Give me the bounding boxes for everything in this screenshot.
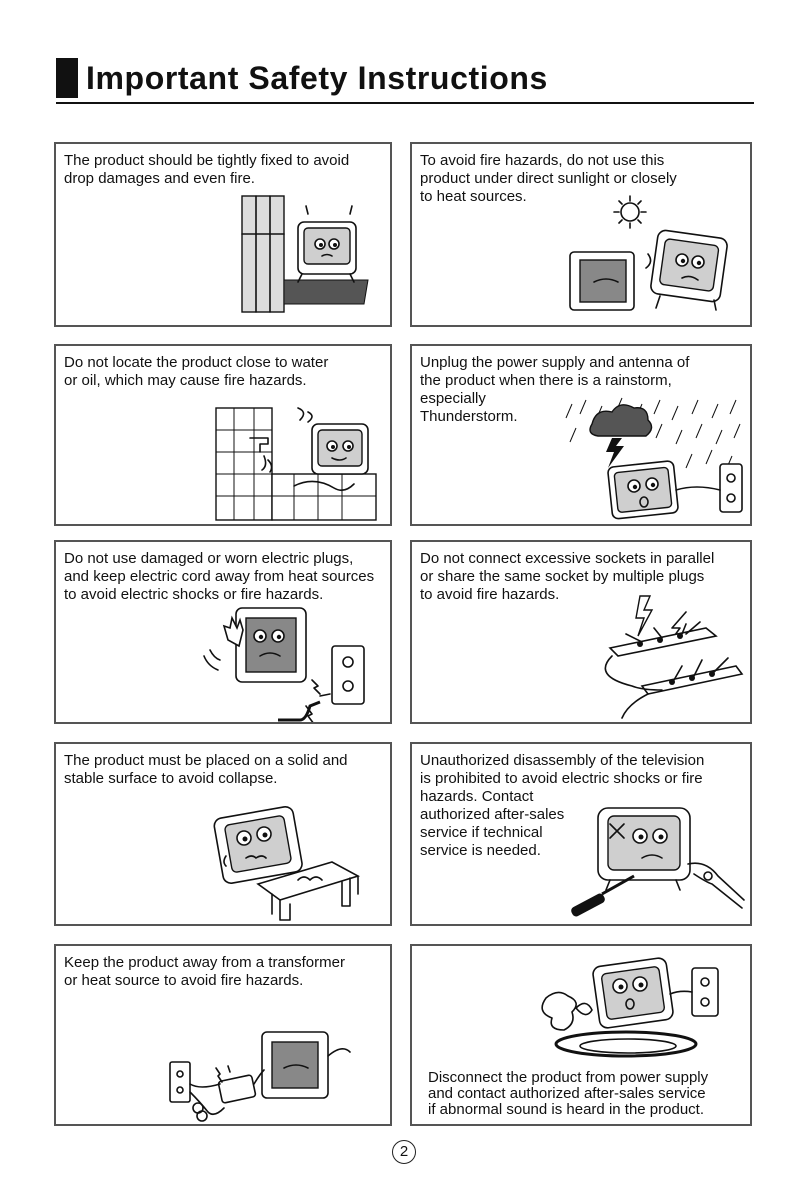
card-text: The product should be tightly fixed to avoid drop damages and even fire. bbox=[64, 152, 350, 187]
card-text: Unauthorized disassembly of the television is prohibited to avoid electric shocks or fire hazards. Contact authorized after-sales service if technical service is needed. bbox=[420, 752, 705, 859]
safety-card-overloaded-socket bbox=[410, 540, 752, 724]
damaged-plug-icon bbox=[198, 606, 370, 722]
tv-thunderstorm-icon bbox=[552, 394, 748, 524]
card-text: The product must be placed on a solid and stable surface to avoid collapse. bbox=[64, 752, 348, 787]
safety-card-water bbox=[54, 344, 392, 526]
card-text: Do not connect excessive sockets in parallel or share the same socket by multiple plugs to avoid fire hazards. bbox=[420, 550, 715, 603]
tv-on-table-icon bbox=[212, 798, 362, 922]
card-text: Keep the product away from a transformer or heat source to avoid fire hazards. bbox=[64, 954, 345, 989]
card-text: Do not use damaged or worn electric plugs, and keep electric cord away from heat sources to avoid electric shocks or fire hazards. bbox=[64, 550, 375, 603]
card-text: Do not locate the product close to water or oil, which may cause fire hazards. bbox=[64, 354, 329, 389]
card-text: Disconnect the product from power supply and contact authorized after-sales service if abnormal sound is heard in the product. bbox=[428, 1069, 709, 1118]
tv-fixed-to-wall-icon bbox=[240, 194, 372, 314]
transformer-icon bbox=[166, 1028, 362, 1124]
card-text: Unplug the power supply and antenna of the product when there is a rainstorm, especially Thunderstorm. bbox=[420, 354, 690, 425]
safety-card-wall-mount bbox=[54, 142, 392, 327]
safety-card-stable-surface bbox=[54, 742, 392, 926]
tv-disassembly-icon bbox=[564, 802, 750, 924]
safety-card-abnormal-sound bbox=[410, 944, 752, 1126]
page-header bbox=[56, 58, 754, 104]
page-title: Important Safety Instructions bbox=[86, 60, 548, 96]
page-number: 2 bbox=[392, 1140, 416, 1164]
tv-near-water-icon bbox=[214, 404, 380, 522]
overloaded-socket-icon bbox=[596, 594, 746, 720]
abnormal-sound-icon bbox=[536, 954, 726, 1058]
header-marker bbox=[56, 58, 78, 98]
card-text: To avoid fire hazards, do not use this product under direct sunlight or closely to heat sources. bbox=[420, 152, 677, 205]
safety-card-sunlight bbox=[410, 142, 752, 327]
safety-card-thunderstorm bbox=[410, 344, 752, 526]
safety-card-disassembly bbox=[410, 742, 752, 926]
safety-card-transformer bbox=[54, 944, 392, 1126]
safety-card-damaged-plug bbox=[54, 540, 392, 724]
tv-in-sunlight-icon bbox=[564, 194, 736, 314]
